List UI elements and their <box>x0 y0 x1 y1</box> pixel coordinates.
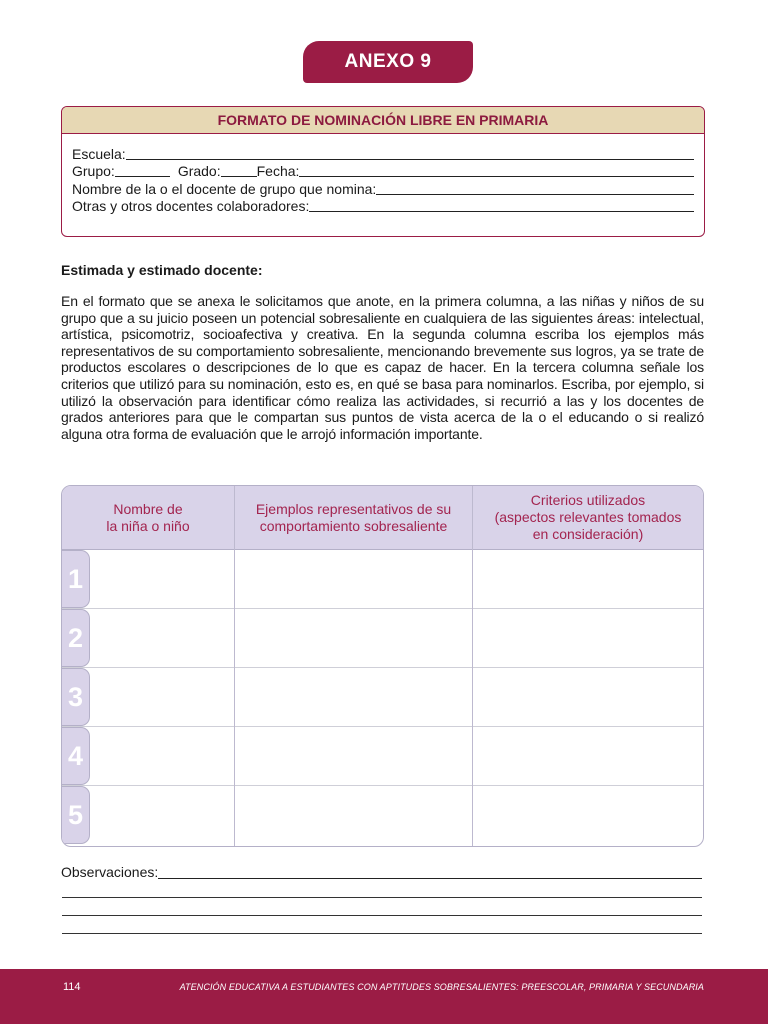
date-label: Fecha: <box>256 163 300 179</box>
page-number: 114 <box>63 981 81 993</box>
letter-body: En el formato que se anexa le solicitamos que anote, en la primera columna, a las niñas y niños de su grupo que a su juicio poseen un potencial sobresaliente en cualquiera de las siguientes áreas: intelectual, artística, psicomotriz, socioafectiva y creativa. En la segunda columna escriba los ejemplos más representativos de su comportamiento sobresaliente, mencionando brevemente sus logros, ya se trate de productos escolares o descripciones de lo que es capaz de hacer. En la tercera columna señale los criterios que utilizó para su nominación, esto es, en qué se basa para nominarlos. Escriba, por ejemplo, si utilizó la observación para identificar cómo realiza las actividades, si recurrió a las y los docentes de grados anteriores para que le compartan sus puntos de vista acerca de la o el educando o si realizó alguna otra forma de evaluación que le arrojó información importante. <box>61 293 704 442</box>
row-divider <box>62 667 703 668</box>
header-child-name: Nombre de la niña o niño <box>106 500 190 534</box>
group-field[interactable] <box>115 164 170 177</box>
group-grade-date-row <box>72 162 694 180</box>
grade-field[interactable] <box>221 164 257 177</box>
annex-label: ANEXO 9 <box>303 41 473 83</box>
row-number: 1 <box>62 550 90 608</box>
row-divider <box>62 785 703 786</box>
page-footer <box>0 969 768 1024</box>
row-number: 4 <box>62 727 90 785</box>
observations-line[interactable] <box>62 933 702 934</box>
observations-label: Observaciones: <box>61 864 159 880</box>
header-divider <box>62 549 703 550</box>
footer-title: ATENCIÓN EDUCATIVA A ESTUDIANTES CON APTITUDES SOBRESALIENTES: PREESCOLAR, PRIMARIA Y SECUNDARIA <box>179 982 704 992</box>
collaborators-label: Otras y otros docentes colaboradores: <box>72 198 310 214</box>
nominating-teacher-row <box>72 179 694 197</box>
date-field[interactable] <box>299 164 694 177</box>
row-divider <box>62 608 703 609</box>
observations-field[interactable] <box>158 866 702 879</box>
school-row <box>72 144 694 162</box>
grade-label: Grado: <box>177 163 221 179</box>
collaborators-field[interactable] <box>309 199 694 212</box>
header-criteria: Criterios utilizados (aspectos relevantes tomados en consideración) <box>494 492 682 542</box>
letter-greeting: Estimada y estimado docente: <box>61 262 263 278</box>
school-field[interactable] <box>126 147 694 160</box>
row-divider <box>62 726 703 727</box>
row-number: 2 <box>62 609 90 667</box>
row-number: 3 <box>62 668 90 726</box>
row-number: 5 <box>62 786 90 844</box>
nominating-teacher-field[interactable] <box>376 182 694 195</box>
observations-line[interactable] <box>62 915 702 916</box>
nominating-teacher-label: Nombre de la o el docente de grupo que nomina: <box>72 180 377 197</box>
observations-line[interactable] <box>62 897 702 898</box>
nomination-table <box>61 485 704 847</box>
collaborators-row <box>72 197 694 215</box>
observations-section <box>61 862 702 880</box>
form-title: FORMATO DE NOMINACIÓN LIBRE EN PRIMARIA <box>62 107 704 134</box>
school-label: Escuela: <box>72 145 126 162</box>
nomination-form <box>61 106 705 237</box>
header-examples: Ejemplos representativos de su comportamiento sobresaliente <box>255 500 452 534</box>
group-label: Grupo: <box>72 163 115 179</box>
